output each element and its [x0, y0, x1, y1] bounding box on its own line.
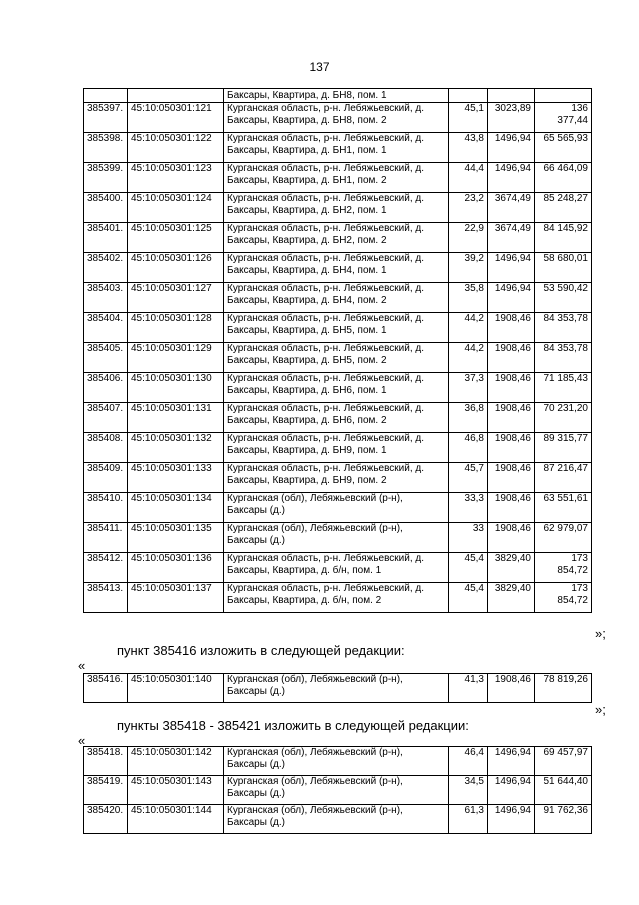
cell-address — [224, 747, 449, 776]
cell-address — [224, 343, 449, 373]
cell-sum: 173 854,72 — [535, 583, 592, 613]
cell-rate: 1908,46 — [488, 433, 535, 463]
address-line-2: Баксары, Квартира, д. БН4, пом. 2 — [227, 295, 387, 306]
cell-cadastral: 45:10:050301:129 — [128, 343, 224, 373]
cell-area: 44,4 — [449, 163, 488, 193]
cell-sum: 136 377,44 — [535, 103, 592, 133]
cell-cadastral: 45:10:050301:142 — [128, 747, 224, 776]
cell-number: 385400. — [84, 193, 128, 223]
cell-rate: 3674,49 — [488, 223, 535, 253]
cell-sum: 85 248,27 — [535, 193, 592, 223]
address-line-2: Баксары (д.) — [227, 505, 285, 516]
cell-number: 385410. — [84, 493, 128, 523]
cell-cadastral: 45:10:050301:128 — [128, 313, 224, 343]
cell-rate: 3829,40 — [488, 583, 535, 613]
address-line-2: Баксары, Квартира, д. БН1, пом. 1 — [227, 145, 387, 156]
address-line-2: Баксары, Квартира, д. БН5, пом. 2 — [227, 355, 387, 366]
cell-address — [224, 523, 449, 553]
address-line-1: Курганская область, р-н. Лебяжьевский, д. — [227, 163, 425, 174]
address-line-2: Баксары, Квартира, д. БН2, пом. 2 — [227, 235, 387, 246]
cell-cadastral: 45:10:050301:121 — [128, 103, 224, 133]
cell-number: 385416. — [84, 674, 128, 703]
address-line-1: Курганская (обл), Лебяжьевский (р-н), — [227, 747, 403, 758]
cell-number: 385406. — [84, 373, 128, 403]
cell-address — [224, 373, 449, 403]
address-line-2: Баксары, Квартира, д. БН6, пом. 1 — [227, 385, 387, 396]
address-line-2: Баксары (д.) — [227, 788, 285, 799]
cell-address — [224, 253, 449, 283]
table-row — [84, 313, 592, 343]
table-points-385418-385421-body — [84, 747, 592, 834]
address-line-2: Баксары, Квартира, д. БН2, пом. 1 — [227, 205, 387, 216]
cell-cadastral: 45:10:050301:140 — [128, 674, 224, 703]
cell-sum: 63 551,61 — [535, 493, 592, 523]
cell-area — [449, 89, 488, 103]
table-row — [84, 433, 592, 463]
table-row — [84, 343, 592, 373]
cell-sum: 51 644,40 — [535, 776, 592, 805]
cell-area: 46,8 — [449, 433, 488, 463]
cell-sum: 62 979,07 — [535, 523, 592, 553]
table-row — [84, 283, 592, 313]
cell-area: 43,8 — [449, 133, 488, 163]
cell-address — [224, 403, 449, 433]
address-line-2: Баксары, Квартира, д. БН4, пом. 1 — [227, 265, 387, 276]
cell-rate: 1496,94 — [488, 163, 535, 193]
address-line-2: Баксары (д.) — [227, 535, 285, 546]
cell-cadastral: 45:10:050301:131 — [128, 403, 224, 433]
table-row — [84, 223, 592, 253]
cell-address — [224, 89, 449, 103]
cell-area: 45,1 — [449, 103, 488, 133]
table-row — [84, 463, 592, 493]
table-row — [84, 493, 592, 523]
cell-cadastral: 45:10:050301:137 — [128, 583, 224, 613]
cell-sum: 84 353,78 — [535, 343, 592, 373]
cell-rate: 3829,40 — [488, 553, 535, 583]
address-line-1: Курганская (обл), Лебяжьевский (р-н), — [227, 776, 403, 787]
address-line-2: Баксары, Квартира, д. БН8, пом. 1 — [227, 90, 387, 101]
cell-cadastral: 45:10:050301:123 — [128, 163, 224, 193]
address-line-2: Баксары (д.) — [227, 817, 285, 828]
table-row-top — [84, 89, 592, 103]
cell-area: 46,4 — [449, 747, 488, 776]
cell-area: 61,3 — [449, 805, 488, 834]
cell-number: 385408. — [84, 433, 128, 463]
cell-address — [224, 493, 449, 523]
address-line-1: Курганская область, р-н. Лебяжьевский, д. — [227, 373, 425, 384]
cell-rate: 1496,94 — [488, 747, 535, 776]
address-line-1: Курганская (обл), Лебяжьевский (р-н), — [227, 805, 403, 816]
table-row — [84, 163, 592, 193]
cell-address — [224, 553, 449, 583]
table-row — [84, 133, 592, 163]
address-line-2: Баксары, Квартира, д. БН6, пом. 2 — [227, 415, 387, 426]
cell-cadastral — [128, 89, 224, 103]
table-row — [84, 747, 592, 776]
cell-sum: 70 231,20 — [535, 403, 592, 433]
cell-rate: 1496,94 — [488, 133, 535, 163]
cell-number: 385401. — [84, 223, 128, 253]
cell-rate: 1908,46 — [488, 313, 535, 343]
cell-cadastral: 45:10:050301:124 — [128, 193, 224, 223]
address-line-1: Курганская область, р-н. Лебяжьевский, д. — [227, 463, 425, 474]
table-row — [84, 403, 592, 433]
cell-rate: 1908,46 — [488, 403, 535, 433]
cell-area: 33,3 — [449, 493, 488, 523]
table-row — [84, 553, 592, 583]
table-row — [84, 253, 592, 283]
cell-rate: 1496,94 — [488, 253, 535, 283]
cell-number: 385403. — [84, 283, 128, 313]
close-mark-2: »; — [595, 702, 606, 717]
cell-rate: 1908,46 — [488, 463, 535, 493]
cell-sum: 87 216,47 — [535, 463, 592, 493]
address-line-1: Курганская область, р-н. Лебяжьевский, д. — [227, 103, 425, 114]
address-line-1: Курганская область, р-н. Лебяжьевский, д. — [227, 283, 425, 294]
cell-address — [224, 163, 449, 193]
cell-number: 385397. — [84, 103, 128, 133]
cell-rate — [488, 89, 535, 103]
cell-address — [224, 433, 449, 463]
open-mark-2: « — [78, 733, 86, 748]
table-main-body — [84, 89, 592, 613]
table-row — [84, 193, 592, 223]
address-line-1: Курганская область, р-н. Лебяжьевский, д. — [227, 343, 425, 354]
table-point-385416 — [83, 673, 592, 703]
address-line-2: Баксары, Квартира, д. БН1, пом. 2 — [227, 175, 387, 186]
address-line-1: Курганская область, р-н. Лебяжьевский, д. — [227, 553, 425, 564]
cell-area: 35,8 — [449, 283, 488, 313]
cell-sum: 66 464,09 — [535, 163, 592, 193]
cell-area: 23,2 — [449, 193, 488, 223]
address-line-2: Баксары, Квартира, д. б/н, пом. 2 — [227, 595, 382, 606]
cell-sum — [535, 89, 592, 103]
close-mark-1: »; — [595, 626, 606, 641]
address-line-1: Курганская область, р-н. Лебяжьевский, д. — [227, 133, 425, 144]
cell-sum: 84 353,78 — [535, 313, 592, 343]
cell-address — [224, 103, 449, 133]
cell-sum: 58 680,01 — [535, 253, 592, 283]
cell-rate: 1908,46 — [488, 674, 535, 703]
cell-area: 44,2 — [449, 313, 488, 343]
cell-sum: 84 145,92 — [535, 223, 592, 253]
cell-rate: 3674,49 — [488, 193, 535, 223]
cell-cadastral: 45:10:050301:133 — [128, 463, 224, 493]
paragraph-points-385418-385421: пункты 385418 - 385421 изложить в следующей редакции: — [117, 718, 469, 733]
cell-sum: 89 315,77 — [535, 433, 592, 463]
cell-rate: 1496,94 — [488, 283, 535, 313]
cell-address — [224, 283, 449, 313]
address-line-1: Курганская область, р-н. Лебяжьевский, д. — [227, 433, 425, 444]
cell-sum: 173 854,72 — [535, 553, 592, 583]
cell-address — [224, 223, 449, 253]
cell-cadastral: 45:10:050301:132 — [128, 433, 224, 463]
cell-cadastral: 45:10:050301:127 — [128, 283, 224, 313]
cell-sum: 91 762,36 — [535, 805, 592, 834]
cell-rate: 1908,46 — [488, 523, 535, 553]
table-row — [84, 583, 592, 613]
cell-cadastral: 45:10:050301:143 — [128, 776, 224, 805]
cell-address — [224, 313, 449, 343]
cell-cadastral: 45:10:050301:135 — [128, 523, 224, 553]
address-line-1: Курганская (обл), Лебяжьевский (р-н), — [227, 674, 403, 685]
table-row — [84, 103, 592, 133]
cell-number — [84, 89, 128, 103]
address-line-1: Курганская область, р-н. Лебяжьевский, д. — [227, 223, 425, 234]
cell-cadastral: 45:10:050301:134 — [128, 493, 224, 523]
address-line-1: Курганская (обл), Лебяжьевский (р-н), — [227, 523, 403, 534]
cell-number: 385412. — [84, 553, 128, 583]
address-line-1: Курганская (обл), Лебяжьевский (р-н), — [227, 493, 403, 504]
address-line-1: Курганская область, р-н. Лебяжьевский, д. — [227, 313, 425, 324]
table-row — [84, 373, 592, 403]
cell-cadastral: 45:10:050301:125 — [128, 223, 224, 253]
cell-area: 22,9 — [449, 223, 488, 253]
address-line-2: Баксары, Квартира, д. БН8, пом. 2 — [227, 115, 387, 126]
address-line-1: Курганская область, р-н. Лебяжьевский, д. — [227, 193, 425, 204]
cell-sum: 71 185,43 — [535, 373, 592, 403]
cell-area: 45,4 — [449, 583, 488, 613]
cell-address — [224, 805, 449, 834]
address-line-2: Баксары, Квартира, д. б/н, пом. 1 — [227, 565, 382, 576]
cell-cadastral: 45:10:050301:144 — [128, 805, 224, 834]
address-line-2: Баксары (д.) — [227, 686, 285, 697]
cell-area: 33 — [449, 523, 488, 553]
address-line-1: Курганская область, р-н. Лебяжьевский, д. — [227, 253, 425, 264]
address-line-2: Баксары, Квартира, д. БН5, пом. 1 — [227, 325, 387, 336]
cell-area: 45,4 — [449, 553, 488, 583]
cell-rate: 1496,94 — [488, 776, 535, 805]
cell-cadastral: 45:10:050301:122 — [128, 133, 224, 163]
cell-address — [224, 133, 449, 163]
cell-address — [224, 463, 449, 493]
table-row — [84, 805, 592, 834]
page-number: 137 — [309, 60, 330, 74]
cell-number: 385402. — [84, 253, 128, 283]
address-line-1: Курганская область, р-н. Лебяжьевский, д. — [227, 403, 425, 414]
cell-rate: 1908,46 — [488, 343, 535, 373]
cell-area: 45,7 — [449, 463, 488, 493]
cell-area: 37,3 — [449, 373, 488, 403]
cell-number: 385420. — [84, 805, 128, 834]
cell-rate: 1908,46 — [488, 493, 535, 523]
cell-sum: 78 819,26 — [535, 674, 592, 703]
cell-cadastral: 45:10:050301:126 — [128, 253, 224, 283]
cell-area: 36,8 — [449, 403, 488, 433]
address-line-2: Баксары, Квартира, д. БН9, пом. 2 — [227, 475, 387, 486]
cell-area: 34,5 — [449, 776, 488, 805]
cell-number: 385405. — [84, 343, 128, 373]
cell-address — [224, 583, 449, 613]
table-row — [84, 776, 592, 805]
cell-address — [224, 776, 449, 805]
cell-number: 385411. — [84, 523, 128, 553]
cell-area: 44,2 — [449, 343, 488, 373]
cell-address — [224, 193, 449, 223]
cell-number: 385409. — [84, 463, 128, 493]
cell-sum: 53 590,42 — [535, 283, 592, 313]
cell-address — [224, 674, 449, 703]
cell-number: 385404. — [84, 313, 128, 343]
cell-number: 385398. — [84, 133, 128, 163]
cell-number: 385418. — [84, 747, 128, 776]
cell-cadastral: 45:10:050301:136 — [128, 553, 224, 583]
cell-rate: 1496,94 — [488, 805, 535, 834]
address-line-1: Курганская область, р-н. Лебяжьевский, д. — [227, 583, 425, 594]
table-main — [83, 88, 592, 613]
cell-number: 385413. — [84, 583, 128, 613]
table-points-385418-385421 — [83, 746, 592, 834]
cell-sum: 69 457,97 — [535, 747, 592, 776]
cell-rate: 1908,46 — [488, 373, 535, 403]
table-row — [84, 674, 592, 703]
cell-number: 385419. — [84, 776, 128, 805]
open-mark-1: « — [78, 658, 86, 673]
address-line-2: Баксары, Квартира, д. БН9, пом. 1 — [227, 445, 387, 456]
cell-rate: 3023,89 — [488, 103, 535, 133]
cell-sum: 65 565,93 — [535, 133, 592, 163]
table-row — [84, 523, 592, 553]
cell-cadastral: 45:10:050301:130 — [128, 373, 224, 403]
cell-area: 39,2 — [449, 253, 488, 283]
table-point-385416-body — [84, 674, 592, 703]
cell-number: 385407. — [84, 403, 128, 433]
address-line-2: Баксары (д.) — [227, 759, 285, 770]
cell-area: 41,3 — [449, 674, 488, 703]
paragraph-point-385416: пункт 385416 изложить в следующей редакции: — [117, 643, 405, 658]
cell-number: 385399. — [84, 163, 128, 193]
